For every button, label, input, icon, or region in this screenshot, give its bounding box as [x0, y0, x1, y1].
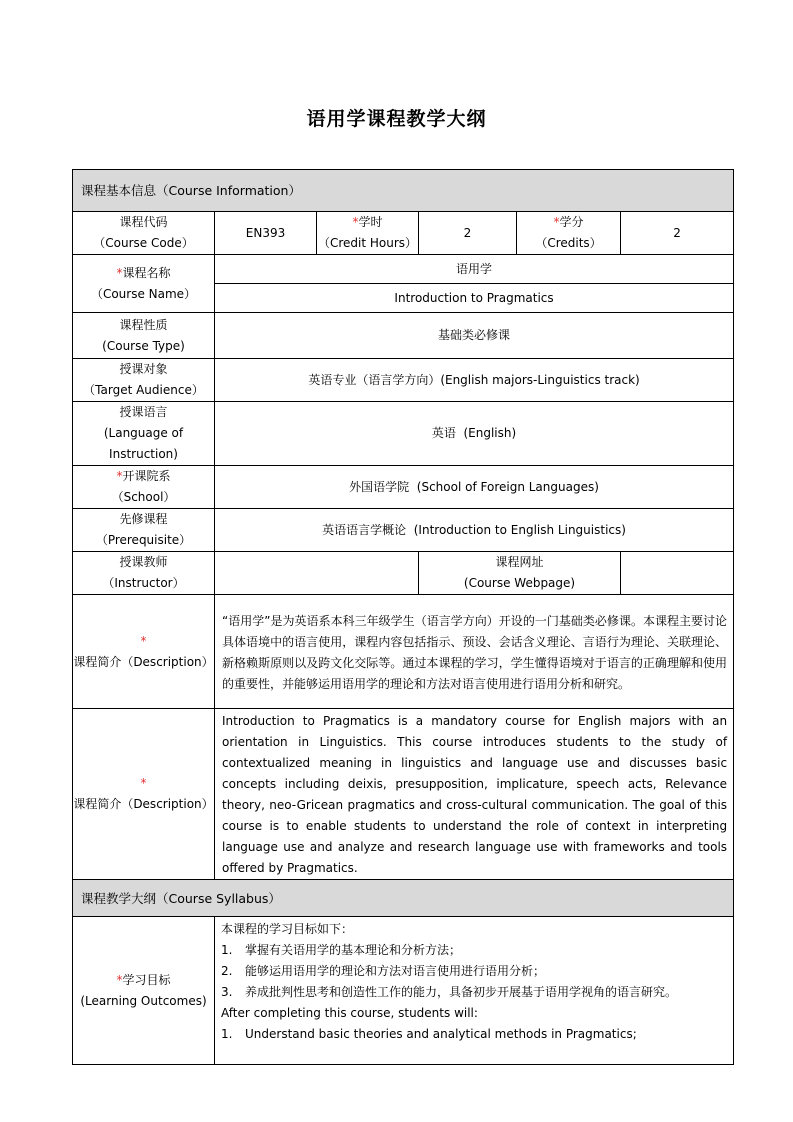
list-item	[221, 1024, 729, 1045]
course-code-label	[73, 212, 215, 255]
list-number: 1.	[221, 943, 233, 957]
prerequisite-label	[73, 509, 215, 552]
list-item	[221, 940, 729, 961]
required-star: *	[140, 633, 147, 648]
required-star: *	[116, 972, 123, 987]
webpage-label-en: (Course Webpage)	[463, 576, 576, 590]
webpage-value	[621, 552, 734, 595]
credit-hours-label	[317, 212, 419, 255]
course-type-value: 基础类必修课	[215, 313, 734, 359]
list-text: 能够运用语用学的理论和方法对语言使用进行语用分析；	[245, 964, 546, 978]
learning-outcomes-label	[73, 917, 215, 1065]
course-type-label-cn: 课程性质	[119, 317, 168, 332]
target-audience-label	[73, 359, 215, 402]
learning-outcomes-intro-cn: 本课程的学习目标如下：	[221, 922, 354, 936]
learning-outcomes-label-en: (Learning Outcomes)	[80, 993, 207, 1008]
course-code-label-en: （Course Code）	[93, 236, 194, 250]
required-star: *	[352, 215, 359, 229]
credits-label	[517, 212, 621, 255]
section-course-information: 课程基本信息（Course Information）	[73, 170, 734, 212]
instructor-label-cn: 授课教师	[119, 555, 168, 569]
description-en-label-text: 课程简介（Description）	[73, 797, 214, 811]
required-star: *	[116, 265, 123, 280]
description-cn-label-text: 课程简介（Description）	[73, 654, 214, 669]
learning-outcomes-intro-en: After completing this course, students will:	[221, 1006, 478, 1020]
prerequisite-value: 英语语言学概论 (Introduction to English Linguistics)	[215, 509, 734, 552]
instructor-value	[215, 552, 419, 595]
webpage-label-cn: 课程网址	[495, 555, 544, 569]
syllabus-table	[72, 169, 734, 1065]
target-audience-value: 英语专业（语言学方向）(English majors-Linguistics track)	[215, 359, 734, 402]
language-value: 英语 (English)	[215, 402, 734, 466]
list-number: 2.	[221, 964, 233, 978]
credits-label-en: （Credits）	[535, 236, 602, 250]
course-name-cn: 语用学	[215, 255, 734, 284]
learning-outcomes-content	[215, 917, 734, 1065]
school-label	[73, 466, 215, 509]
course-type-label-en: (Course Type)	[102, 338, 185, 353]
language-label-en: (Language of Instruction)	[103, 426, 184, 461]
credits-label-cn: 学分	[559, 215, 584, 229]
instructor-label-en: （Instructor）	[102, 576, 185, 590]
school-label-cn: 开课院系	[122, 469, 171, 483]
webpage-label	[419, 552, 621, 595]
language-label	[73, 402, 215, 466]
credits-value: 2	[621, 212, 734, 255]
credit-hours-label-cn: 学时	[358, 215, 383, 229]
course-code-value: EN393	[215, 212, 317, 255]
list-item	[221, 982, 729, 1003]
course-name-en: Introduction to Pragmatics	[215, 284, 734, 313]
description-cn-text: “语用学”是为英语系本科三年级学生（语言学方向）开设的一门基础类必修课。本课程主要讨论具体语境中的语言使用，课程内容包括指示、预设、会话含义理论、言语行为理论、关联理论、新格赖斯原则以及跨文化交际等。通过本课程的学习，学生懂得语境对于语言的正确理解和使用的重要性，并能够运用语用学的理论和方法对语言使用进行语用分析和研究。	[215, 595, 734, 709]
school-value: 外国语学院 (School of Foreign Languages)	[215, 466, 734, 509]
language-label-cn: 授课语言	[119, 405, 168, 419]
learning-outcomes-label-cn: 学习目标	[122, 972, 171, 987]
target-audience-label-cn: 授课对象	[119, 362, 168, 376]
page-title: 语用学课程教学大纲	[306, 108, 487, 130]
school-label-en: （School）	[111, 490, 176, 504]
description-en-label	[73, 709, 215, 880]
course-name-label-en: （Course Name）	[90, 286, 197, 301]
required-star: *	[553, 215, 560, 229]
course-code-label-cn: 课程代码	[119, 215, 168, 229]
list-text: 养成批判性思考和创造性工作的能力，具备初步开展基于语用学视角的语言研究。	[245, 985, 678, 999]
list-text: Understand basic theories and analytical methods in Pragmatics;	[245, 1027, 637, 1041]
list-number: 1.	[221, 1027, 233, 1041]
prerequisite-label-cn: 先修课程	[119, 512, 168, 526]
list-text: 掌握有关语用学的基本理论和分析方法；	[245, 943, 462, 957]
list-item	[221, 961, 729, 982]
required-star: *	[140, 776, 147, 790]
list-number: 3.	[221, 985, 233, 999]
course-name-label-cn: 课程名称	[122, 265, 171, 280]
section-course-syllabus: 课程教学大纲（Course Syllabus）	[73, 880, 734, 917]
instructor-label	[73, 552, 215, 595]
course-name-label	[73, 255, 215, 313]
description-cn-label	[73, 595, 215, 709]
required-star: *	[116, 469, 123, 483]
prerequisite-label-en: （Prerequisite）	[95, 533, 192, 547]
course-type-label	[73, 313, 215, 359]
credit-hours-label-en: （Credit Hours）	[317, 236, 418, 250]
target-audience-label-en: （Target Audience）	[83, 383, 204, 397]
credit-hours-value: 2	[419, 212, 517, 255]
description-en-text: Introduction to Pragmatics is a mandatory course for English majors with an orientation in Linguistics. This course introduces students to the study of contextualized meaning in linguistics and language use and discusses basic concepts including deixis, presupposition, implicature, speech acts, Relevance theory, neo-Gricean pragmatics and cross-cultural communication. The goal of this course is to enable students to understand the role of context in interpreting language use and analyze and research language use with frameworks and tools offered by Pragmatics.	[215, 709, 734, 880]
